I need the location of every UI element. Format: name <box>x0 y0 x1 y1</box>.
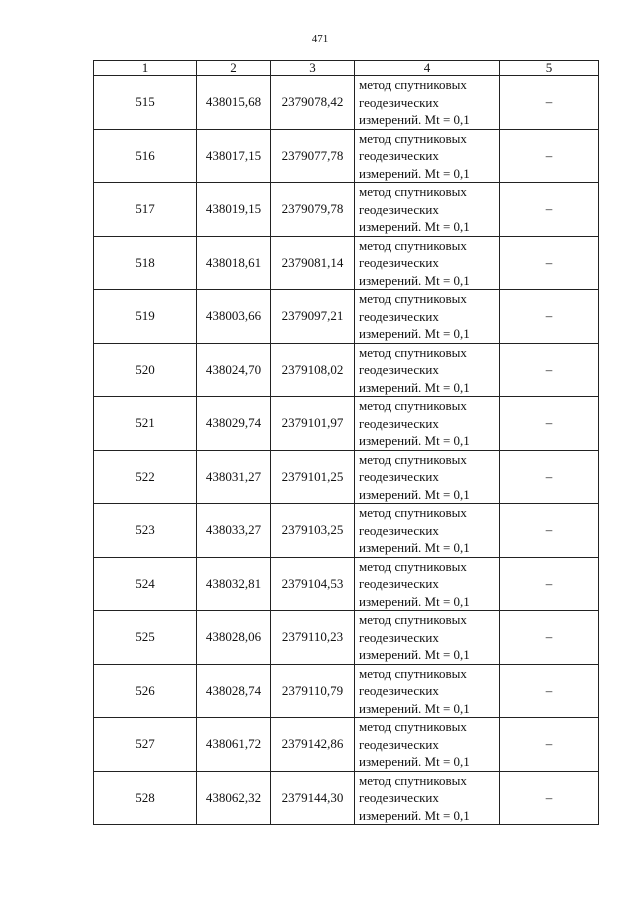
method-line: измерений. Mt = 0,1 <box>359 647 470 662</box>
x-coordinate-cell: 438062,32 <box>197 771 271 825</box>
method-line: измерений. Mt = 0,1 <box>359 700 470 716</box>
method-cell <box>355 718 500 772</box>
y-coordinate-cell: 2379097,21 <box>271 290 355 344</box>
x-coordinate-cell: 438061,72 <box>197 718 271 772</box>
method-line: геодезических <box>359 629 439 645</box>
note-cell: – <box>500 771 599 825</box>
method-line: геодезических <box>359 308 439 324</box>
table-row <box>94 664 599 718</box>
note-cell: – <box>500 343 599 397</box>
point-number-cell: 520 <box>94 343 197 397</box>
note-cell: – <box>500 183 599 237</box>
method-line: метод спутниковых <box>359 719 467 734</box>
header-col-3: 3 <box>271 61 355 76</box>
method-line: геодезических <box>359 415 439 431</box>
table-row <box>94 397 599 451</box>
note-cell: – <box>500 504 599 558</box>
table-row <box>94 771 599 825</box>
y-coordinate-cell: 2379101,97 <box>271 397 355 451</box>
method-line: метод спутниковых <box>359 558 467 574</box>
table-body <box>94 76 599 825</box>
method-cell <box>355 771 500 825</box>
header-col-1: 1 <box>94 61 197 76</box>
header-col-2: 2 <box>197 61 271 76</box>
method-line: геодезических <box>359 94 439 110</box>
point-number-cell: 527 <box>94 718 197 772</box>
method-line: метод спутниковых <box>359 398 467 413</box>
method-line: метод спутниковых <box>359 344 467 360</box>
table-row <box>94 504 599 558</box>
x-coordinate-cell: 438015,68 <box>197 76 271 130</box>
note-cell: – <box>500 76 599 130</box>
method-cell <box>355 343 500 397</box>
method-line: геодезических <box>359 201 439 217</box>
method-line: метод спутниковых <box>359 237 467 253</box>
y-coordinate-cell: 2379104,53 <box>271 557 355 611</box>
method-line: геодезических <box>359 148 439 163</box>
method-cell <box>355 236 500 290</box>
y-coordinate-cell: 2379108,02 <box>271 343 355 397</box>
note-cell: – <box>500 129 599 183</box>
note-cell: – <box>500 236 599 290</box>
method-line: геодезических <box>359 736 439 752</box>
x-coordinate-cell: 438018,61 <box>197 236 271 290</box>
y-coordinate-cell: 2379101,25 <box>271 450 355 504</box>
method-cell <box>355 397 500 451</box>
note-cell: – <box>500 611 599 665</box>
method-line: измерений. Mt = 0,1 <box>359 540 470 555</box>
point-number-cell: 523 <box>94 504 197 558</box>
method-cell <box>355 183 500 237</box>
method-line: измерений. Mt = 0,1 <box>359 593 470 609</box>
method-cell <box>355 664 500 718</box>
method-line: метод спутниковых <box>359 291 467 306</box>
method-line: измерений. Mt = 0,1 <box>359 165 470 181</box>
point-number-cell: 525 <box>94 611 197 665</box>
point-number-cell: 517 <box>94 183 197 237</box>
point-number-cell: 522 <box>94 450 197 504</box>
method-line: геодезических <box>359 362 439 377</box>
table-row <box>94 343 599 397</box>
method-cell <box>355 611 500 665</box>
method-line: геодезических <box>359 576 439 591</box>
x-coordinate-cell: 438003,66 <box>197 290 271 344</box>
method-line: метод спутниковых <box>359 130 467 146</box>
point-number-cell: 515 <box>94 76 197 130</box>
method-line: метод спутниковых <box>359 451 467 467</box>
header-col-4: 4 <box>355 61 500 76</box>
page-number: 471 <box>311 33 329 45</box>
table-row <box>94 236 599 290</box>
method-line: метод спутниковых <box>359 612 467 627</box>
point-number-cell: 521 <box>94 397 197 451</box>
method-line: геодезических <box>359 255 439 270</box>
note-cell: – <box>500 664 599 718</box>
x-coordinate-cell: 438019,15 <box>197 183 271 237</box>
method-cell <box>355 504 500 558</box>
x-coordinate-cell: 438028,74 <box>197 664 271 718</box>
point-number-cell: 526 <box>94 664 197 718</box>
method-cell <box>355 129 500 183</box>
method-line: метод спутниковых <box>359 665 467 681</box>
method-line: измерений. Mt = 0,1 <box>359 272 470 288</box>
header-row <box>94 61 599 76</box>
table-row <box>94 611 599 665</box>
y-coordinate-cell: 2379142,86 <box>271 718 355 772</box>
method-line: геодезических <box>359 522 439 538</box>
table-row <box>94 450 599 504</box>
x-coordinate-cell: 438024,70 <box>197 343 271 397</box>
table-row <box>94 290 599 344</box>
x-coordinate-cell: 438017,15 <box>197 129 271 183</box>
table-row <box>94 183 599 237</box>
point-number-cell: 519 <box>94 290 197 344</box>
x-coordinate-cell: 438031,27 <box>197 450 271 504</box>
point-number-cell: 524 <box>94 557 197 611</box>
y-coordinate-cell: 2379103,25 <box>271 504 355 558</box>
method-cell <box>355 450 500 504</box>
x-coordinate-cell: 438028,06 <box>197 611 271 665</box>
method-line: измерений. Mt = 0,1 <box>359 379 470 395</box>
table-row <box>94 718 599 772</box>
x-coordinate-cell: 438033,27 <box>197 504 271 558</box>
method-line: измерений. Mt = 0,1 <box>359 486 470 502</box>
method-line: геодезических <box>359 790 439 805</box>
method-line: метод спутниковых <box>359 77 467 92</box>
x-coordinate-cell: 438032,81 <box>197 557 271 611</box>
method-line: измерений. Mt = 0,1 <box>359 754 470 769</box>
header-col-5: 5 <box>500 61 599 76</box>
method-cell <box>355 76 500 130</box>
y-coordinate-cell: 2379077,78 <box>271 129 355 183</box>
y-coordinate-cell: 2379110,23 <box>271 611 355 665</box>
table-header <box>94 61 599 76</box>
note-cell: – <box>500 450 599 504</box>
table-row <box>94 129 599 183</box>
y-coordinate-cell: 2379081,14 <box>271 236 355 290</box>
method-line: измерений. Mt = 0,1 <box>359 112 470 127</box>
table-row <box>94 557 599 611</box>
point-number-cell: 518 <box>94 236 197 290</box>
point-number-cell: 516 <box>94 129 197 183</box>
note-cell: – <box>500 397 599 451</box>
point-number-cell: 528 <box>94 771 197 825</box>
note-cell: – <box>500 290 599 344</box>
table-row <box>94 76 599 130</box>
y-coordinate-cell: 2379110,79 <box>271 664 355 718</box>
note-cell: – <box>500 557 599 611</box>
method-cell <box>355 290 500 344</box>
y-coordinate-cell: 2379079,78 <box>271 183 355 237</box>
method-line: геодезических <box>359 469 439 484</box>
note-cell: – <box>500 718 599 772</box>
method-line: измерений. Mt = 0,1 <box>359 326 470 341</box>
x-coordinate-cell: 438029,74 <box>197 397 271 451</box>
method-cell <box>355 557 500 611</box>
method-line: измерений. Mt = 0,1 <box>359 807 470 823</box>
coordinates-table <box>93 60 599 825</box>
method-line: измерений. Mt = 0,1 <box>359 433 470 448</box>
method-line: метод спутниковых <box>359 184 467 199</box>
method-line: метод спутниковых <box>359 772 467 788</box>
y-coordinate-cell: 2379078,42 <box>271 76 355 130</box>
method-line: геодезических <box>359 683 439 698</box>
method-line: измерений. Mt = 0,1 <box>359 219 470 234</box>
y-coordinate-cell: 2379144,30 <box>271 771 355 825</box>
method-line: метод спутниковых <box>359 505 467 520</box>
